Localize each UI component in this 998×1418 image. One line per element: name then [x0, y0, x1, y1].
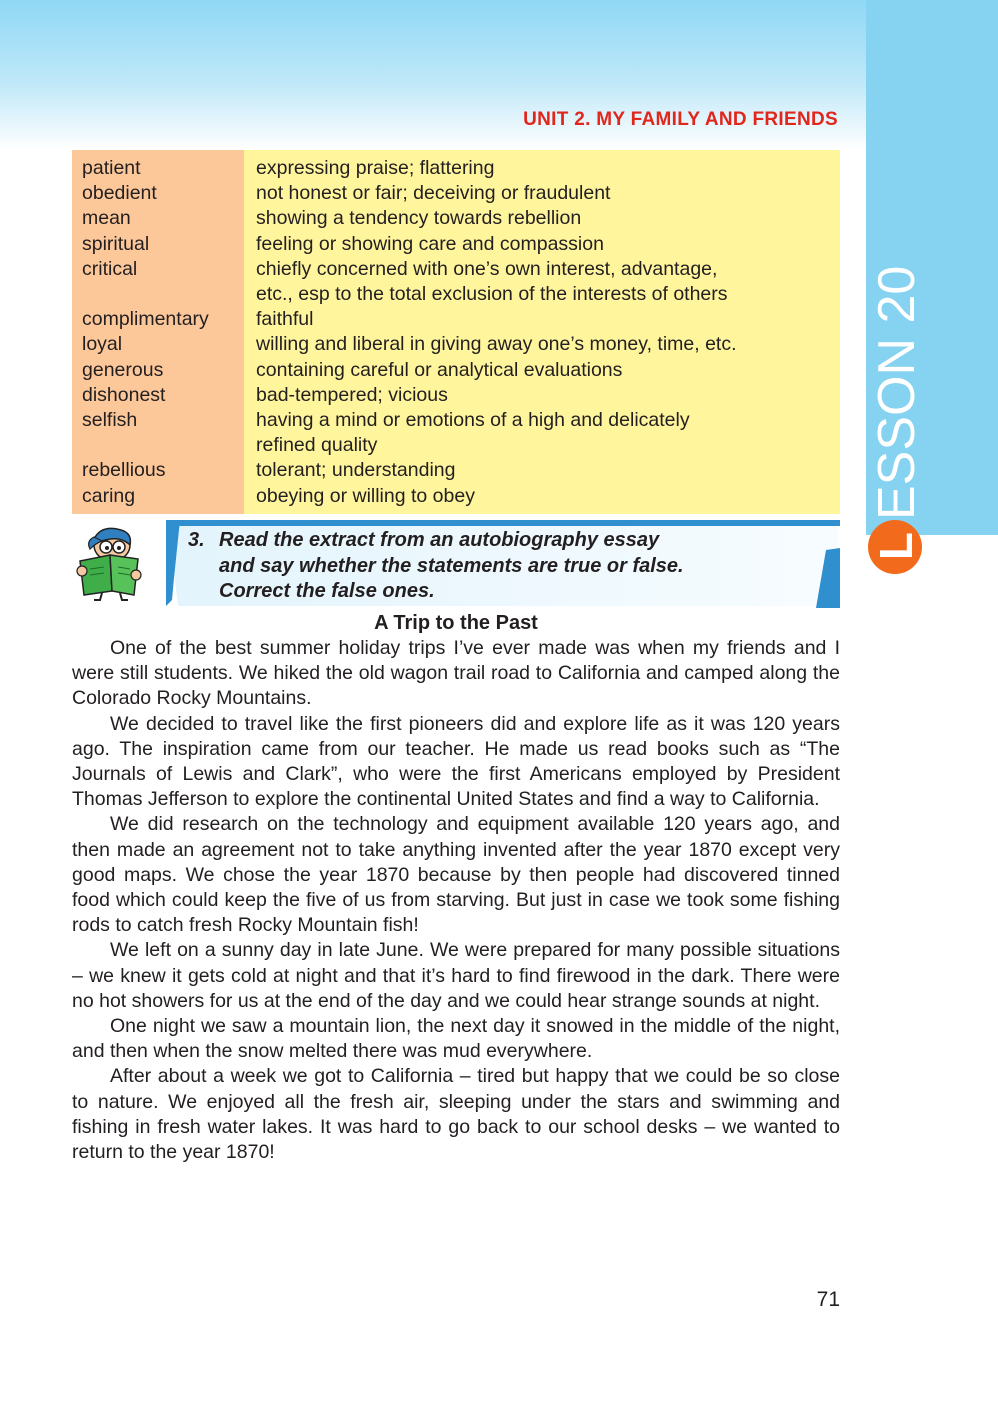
vocab-word: dishonest	[82, 383, 166, 406]
story-paragraph: We decided to travel like the first pioneers did and explore life as it was 120 years ago. The inspiration came from our teacher. He made us read books such as “The Journals of Lewis and Clark”, who were the first Americans employed by President Thomas Jefferson to explore the continental United States and find a way to California.	[72, 712, 840, 811]
unit-header: UNIT 2. MY FAMILY AND FRIENDS	[523, 109, 838, 130]
vocab-definition: showing a tendency towards rebellion	[256, 207, 582, 230]
reading-boy-icon	[72, 525, 146, 601]
vocab-word: critical	[82, 257, 138, 280]
vocab-definition: not honest or fair; deceiving or fraudulent	[256, 182, 611, 205]
vocab-definition: chiefly concerned with one’s own interest, advantage,	[256, 257, 718, 280]
vocab-definition: tolerant; understanding	[256, 459, 456, 482]
task-line: Correct the false ones.	[219, 580, 435, 602]
vocab-definition: etc., esp to the total exclusion of the interests of others	[256, 283, 728, 305]
vocab-definition: refined quality	[256, 434, 378, 457]
story-paragraph: One of the best summer holiday trips I’ve ever made was when my friends and I were still students. We hiked the old wagon trail road to California and camped along the Colorado Rocky Mountains.	[72, 637, 840, 710]
vocab-word: loyal	[82, 333, 123, 356]
vocab-word: rebellious	[82, 459, 166, 482]
vocab-definition: faithful	[256, 308, 314, 331]
lesson-label: ESSON 20	[868, 265, 926, 520]
task-line: and say whether the statements are true or false.	[219, 554, 684, 577]
vocab-definition: expressing praise; flattering	[256, 157, 495, 179]
vocab-word: mean	[82, 207, 131, 230]
vocab-definition: willing and liberal in giving away one’s money, time, etc.	[256, 333, 737, 356]
story-paragraph: After about a week we got to California – tired but happy that we could be so close to nature. We enjoyed all the fresh air, sleeping under the stars and swimming and fishing in fresh water lakes. It was hard to go back to our school desks – we wanted to return to the year 1870!	[72, 1065, 840, 1164]
page-number: 71	[816, 1288, 840, 1311]
vocab-word: patient	[82, 157, 141, 179]
vocab-word: selfish	[82, 409, 138, 431]
story-paragraph: We did research on the technology and equipment available 120 years ago, and then made an agreement not to take anything invented after the year 1870 except very good maps. We chose the year 1870 because by then people had discovered tinned food which could keep the five of us from starving. But just in case we took some fishing rods to catch fresh Rocky Mountain fish!	[72, 813, 840, 937]
vocabulary-table	[72, 150, 840, 514]
vocab-word: generous	[82, 358, 164, 381]
story-title: A Trip to the Past	[374, 612, 538, 634]
task-line: Read the extract from an autobiography essay	[219, 529, 660, 551]
vocab-word: complimentary	[82, 308, 209, 331]
story-paragraph: We left on a sunny day in late June. We were prepared for many possible situations – we knew it gets cold at night and that it’s hard to find firewood in the dark. There were no hot showers for us at the end of the day and we could hear strange sounds at night.	[72, 939, 840, 1012]
task-instructions	[188, 528, 828, 605]
task-box	[166, 520, 840, 608]
vocab-definition: feeling or showing care and compassion	[256, 232, 604, 255]
vocab-definition: containing careful or analytical evaluations	[256, 358, 623, 381]
vocab-word: spiritual	[82, 232, 150, 255]
task-number: 3.	[188, 529, 205, 551]
vocab-definition: obeying or willing to obey	[256, 484, 475, 507]
vocab-definition: having a mind or emotions of a high and delicately	[256, 409, 690, 431]
story-text	[72, 636, 840, 1165]
vocab-word: caring	[82, 484, 136, 507]
vocab-definition: bad-tempered; vicious	[256, 383, 448, 406]
vocab-word: obedient	[82, 182, 157, 205]
lesson-initial: L	[870, 531, 922, 561]
story-paragraph: One night we saw a mountain lion, the next day it snowed in the middle of the night, and then when the snow melted there was mud everywhere.	[72, 1015, 840, 1063]
